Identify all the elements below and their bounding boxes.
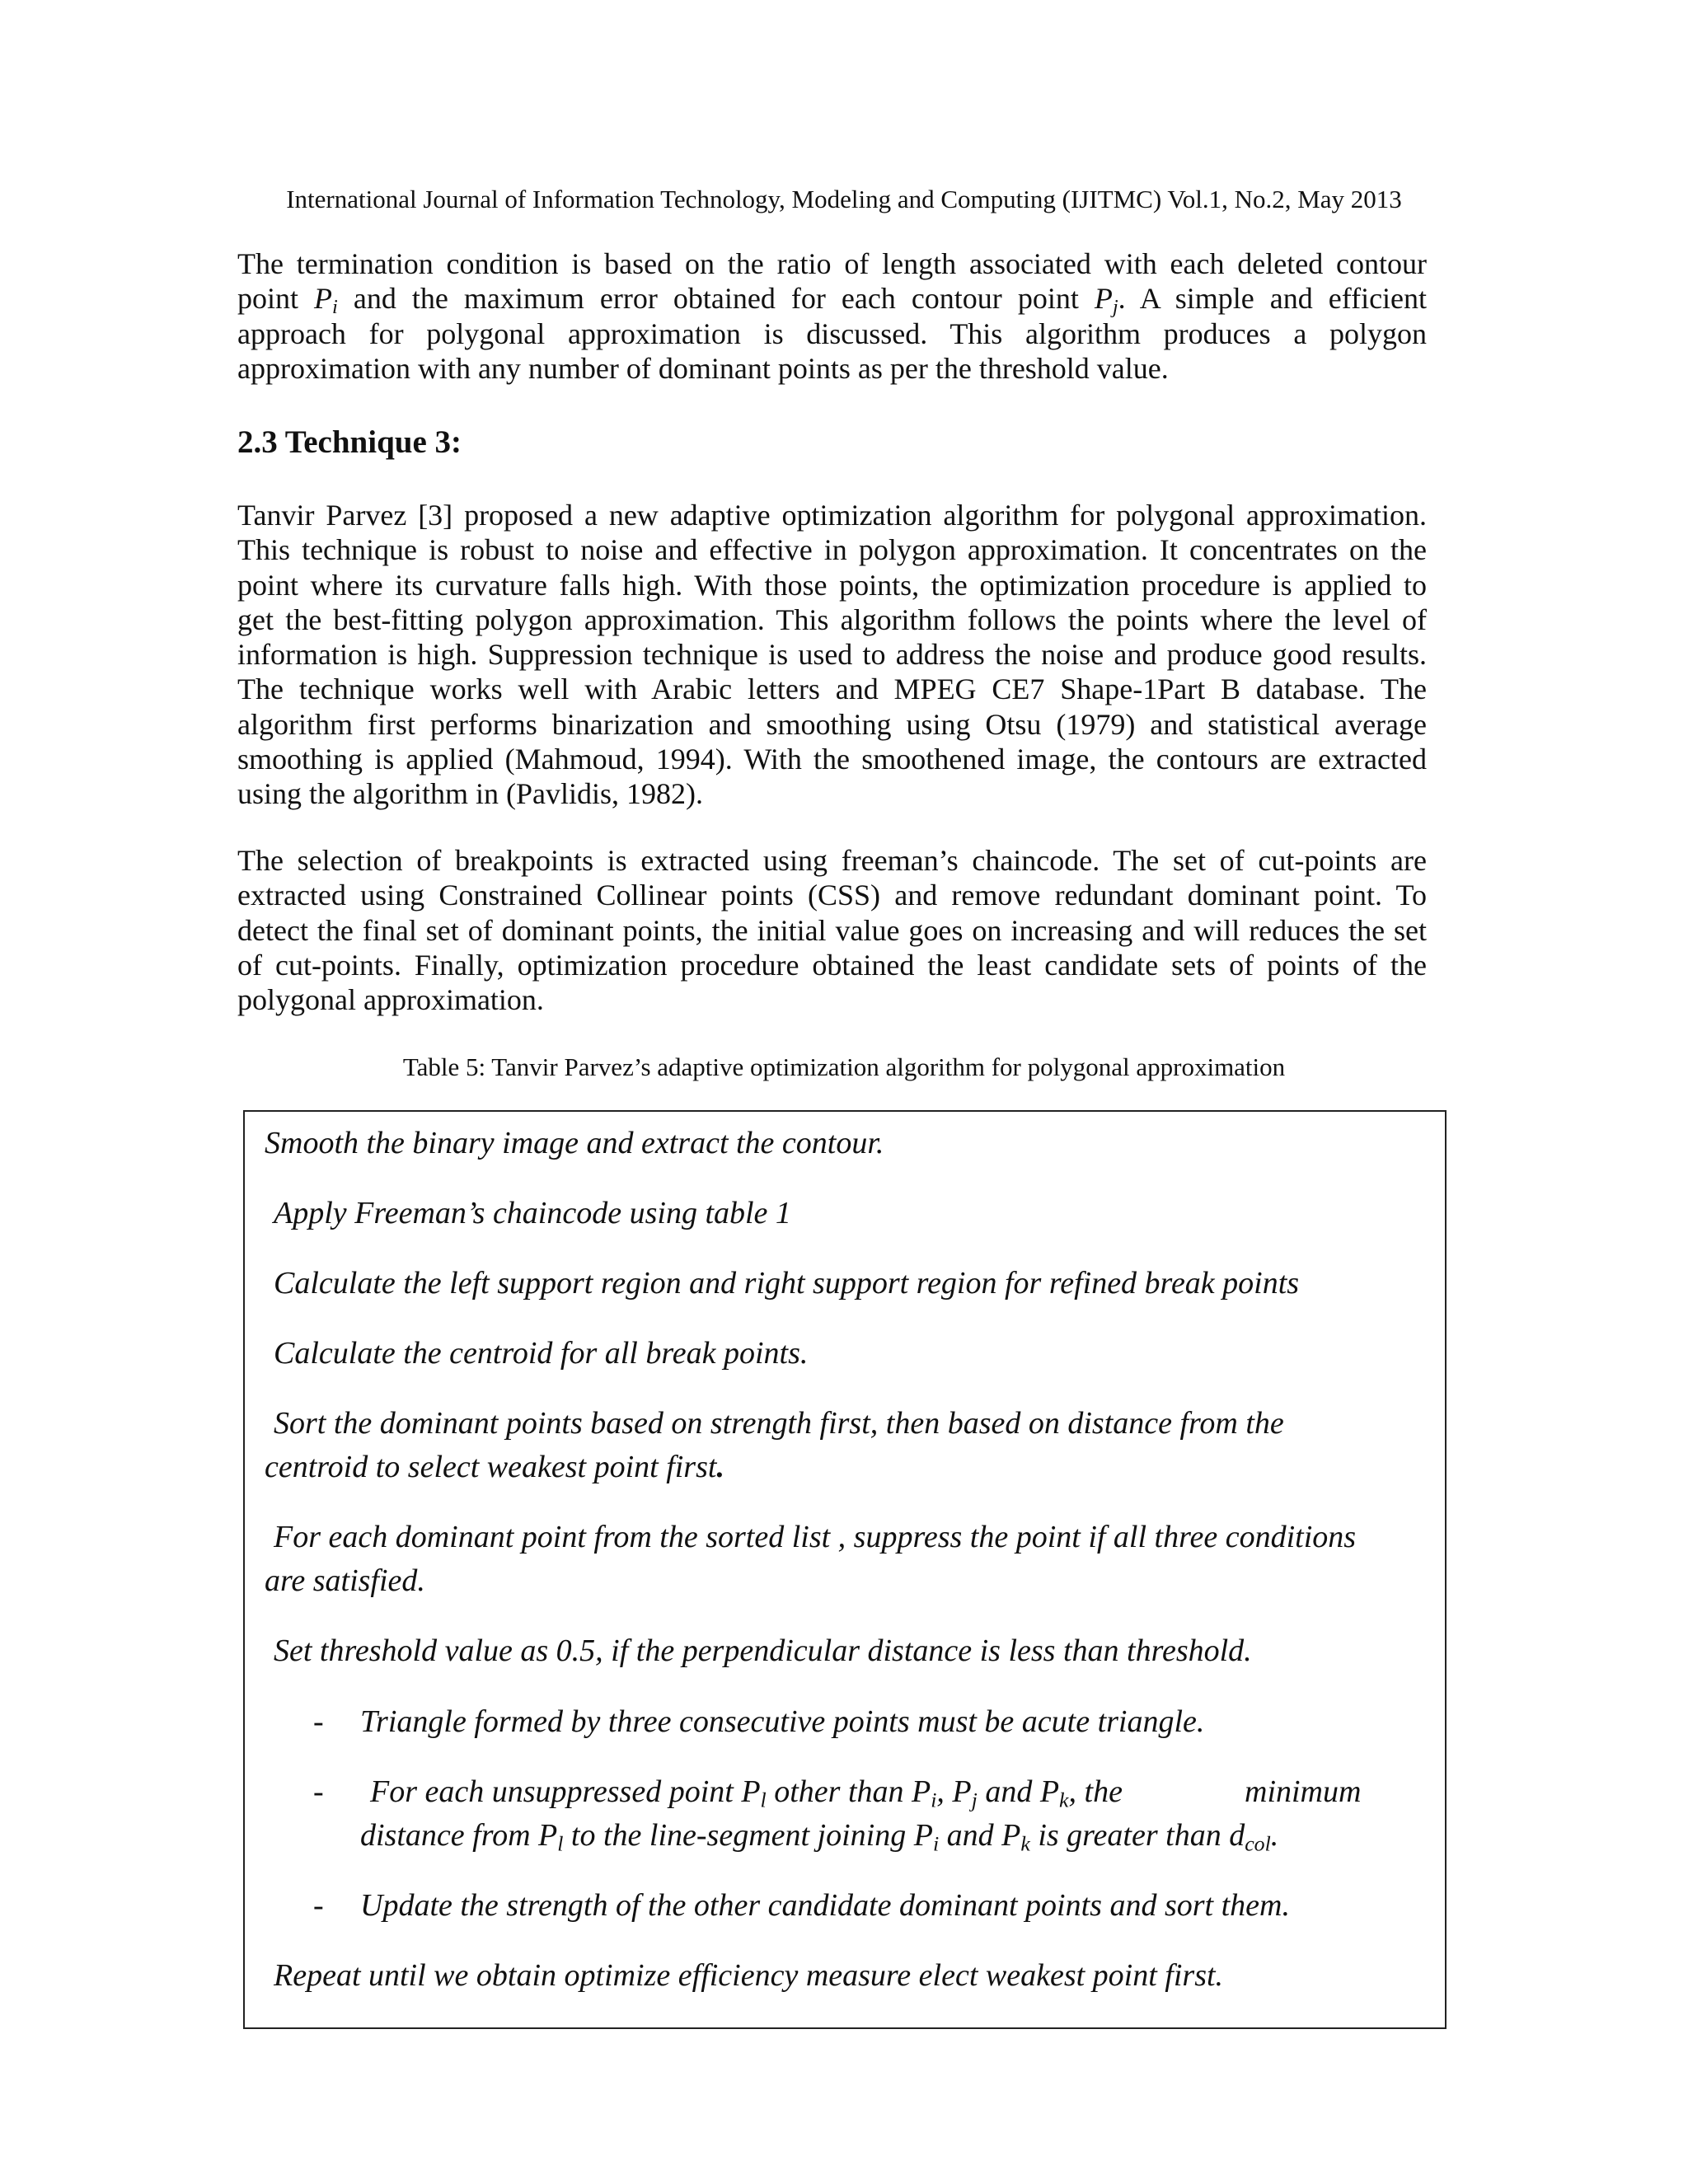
algorithm-step-3: Calculate the left support region and right support region for refined break points: [274, 1266, 1300, 1301]
table-caption: Table 5: Tanvir Parvez’s adaptive optimization algorithm for polygonal approximation: [402, 1052, 1286, 1081]
paragraph-1-line: point where its curvature falls high. With those points, the optimization procedure is applied to: [237, 568, 1427, 602]
paragraph-2-line: of cut-points. Finally, optimization procedure obtained the least candidate sets of points of the: [237, 948, 1427, 982]
paragraph-1-line: smoothing is applied (Mahmoud, 1994). With the smoothened image, the contours are extracted: [237, 743, 1427, 776]
paragraph-1-line: This technique is robust to noise and effective in polygon approximation. It concentrates on the: [237, 533, 1427, 567]
algorithm-substep-2-cont: distance from $P_l$ to the line-segment joining $P_i$ and $P_k$ is greater than $d_{col}$.: [360, 1818, 1279, 1856]
intro-line-1: The termination condition is based on the ratio of length associated with each deleted contour: [237, 247, 1427, 280]
paragraph-1-line: Tanvir Parvez [3] proposed a new adaptive optimization algorithm for polygonal approximation.: [237, 499, 1427, 532]
algorithm-step-8: Repeat until we obtain optimize efficiency measure elect weakest point first.: [274, 1958, 1224, 1993]
intro-line-2: point $P_i$ and the maximum error obtained for each contour point $P_j$. A simple and efficient: [237, 282, 1428, 319]
paragraph-1-line: get the best-fitting polygon approximation. This algorithm follows the points where the level of: [237, 602, 1427, 636]
algorithm-step-7: Set threshold value as 0.5, if the perpendicular distance is less than threshold.: [274, 1633, 1252, 1668]
algorithm-step-6: For each dominant point from the sorted list , suppress the point if all three conditions: [274, 1520, 1357, 1554]
paragraph-2-line: extracted using Constrained Collinear points (CSS) and remove redundant dominant point. To: [237, 879, 1427, 912]
intro-line-3: approach for polygonal approximation is discussed. This algorithm produces a polygon: [237, 316, 1427, 350]
paragraph-1-line: information is high. Suppression technique is used to address the noise and produce good results.: [237, 638, 1427, 672]
section-heading: 2.3 Technique 3:: [237, 424, 462, 460]
journal-header: International Journal of Information Technology, Modeling and Computing (IJITMC) Vol.1, No.2, May 2013: [286, 185, 1402, 213]
paragraph-1-line: using the algorithm in (Pavlidis, 1982).: [237, 777, 703, 811]
algorithm-step-4: Calculate the centroid for all break points.: [274, 1336, 809, 1371]
bullet-marker: -: [313, 1774, 324, 1809]
algorithm-substep-2: For each unsuppressed point $P_l$ other than $P_i$, $P_j$ and $P_k$, the: [370, 1774, 1123, 1812]
algorithm-step-1: Smooth the binary image and extract the contour.: [265, 1126, 884, 1160]
intro-line-4: approximation with any number of dominant points as per the threshold value.: [237, 351, 1169, 385]
bullet-marker: -: [313, 1888, 324, 1923]
algorithm-substep-1: Triangle formed by three consecutive points must be acute triangle.: [360, 1704, 1205, 1739]
intro-paragraph: [237, 246, 1427, 386]
paragraph-2: [237, 843, 1427, 1017]
paragraph-2-line: polygonal approximation.: [237, 983, 544, 1017]
paragraph-1-line: algorithm first performs binarization and smoothing using Otsu (1979) and statistical average: [237, 707, 1427, 741]
algorithm-step-6-cont: are satisfied.: [265, 1563, 425, 1598]
algorithm-box: [243, 1110, 1447, 2029]
algorithm-substep-2-word: minimum: [1245, 1774, 1362, 1809]
paragraph-2-line: The selection of breakpoints is extracted using freeman’s chaincode. The set of cut-points are: [237, 844, 1427, 877]
bullet-marker: -: [313, 1704, 324, 1739]
algorithm-step-5-cont: centroid to select weakest point first.: [265, 1450, 724, 1484]
algorithm-step-2: Apply Freeman’s chaincode using table 1: [274, 1196, 791, 1230]
paragraph-1: [237, 498, 1427, 812]
paragraph-2-line: detect the final set of dominant points, the initial value goes on increasing and will reduces the set: [237, 913, 1427, 947]
paragraph-1-line: The technique works well with Arabic letters and MPEG CE7 Shape-1Part B database. The: [237, 673, 1427, 706]
algorithm-substep-3: Update the strength of the other candidate dominant points and sort them.: [360, 1888, 1290, 1923]
algorithm-step-5: Sort the dominant points based on strength first, then based on distance from the: [274, 1406, 1284, 1441]
